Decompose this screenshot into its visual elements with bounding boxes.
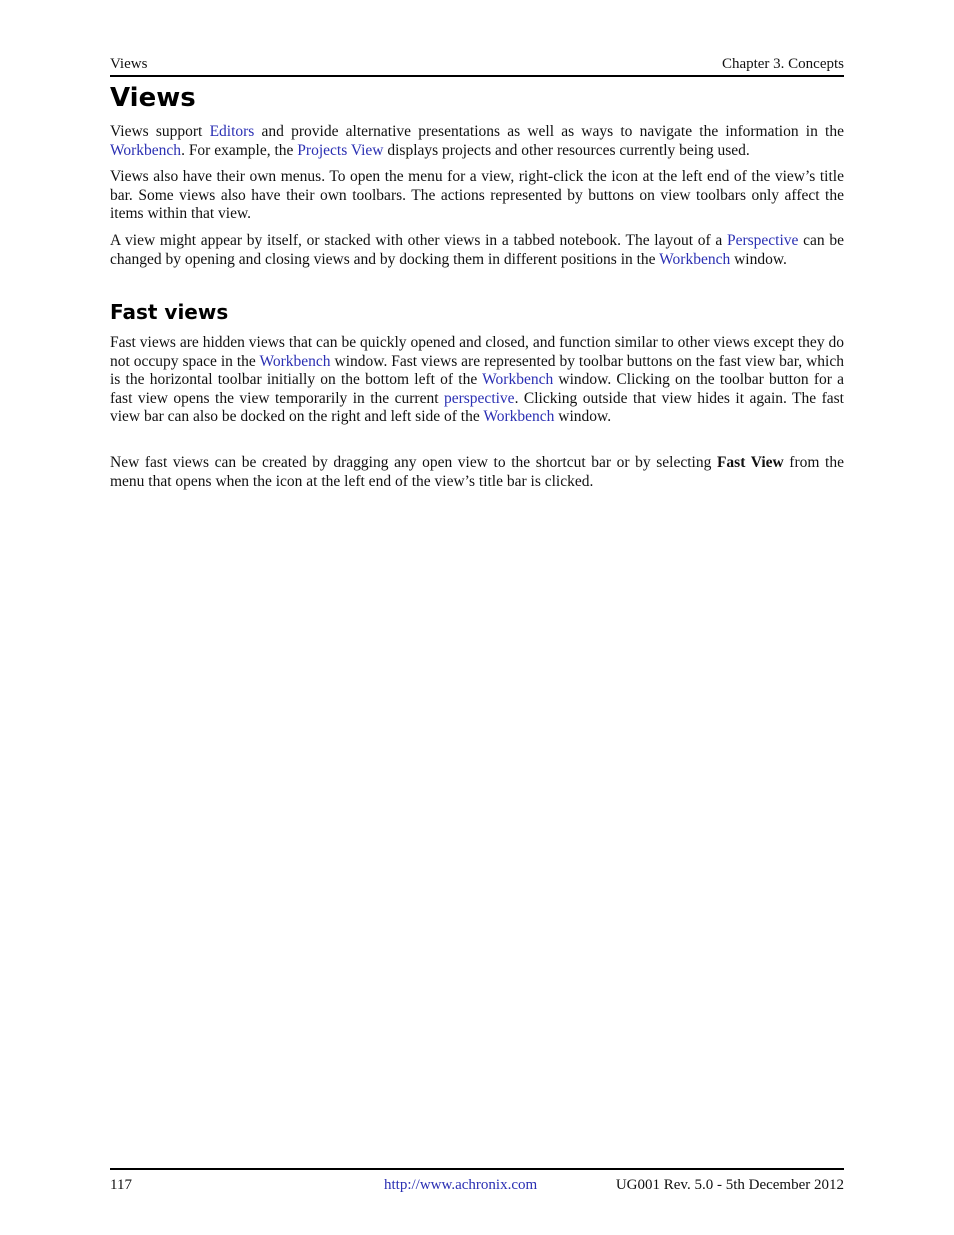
link-projects-view[interactable]: Projects View: [297, 141, 384, 159]
paragraph-fast-views: Fast views are hidden views that can be quickly opened and closed, and function similar to other views except they do not occupy space in the Workbench window. Fast views are represented by toolbar buttons on the fast view bar, which is the horizontal toolbar initially on the bottom left of the Workbench window. Clicking on the toolbar button for a fast view opens the view temporarily in the current perspective. Clicking outside that view hides it again. The fast view bar can also be docked on the right and left side of the Workbench window.: [110, 334, 844, 426]
page-number: 117: [110, 1177, 132, 1193]
header-section: Views: [110, 56, 148, 72]
link-workbench[interactable]: Workbench: [659, 250, 731, 268]
section-title-fast-views: Fast views: [110, 300, 229, 324]
link-workbench[interactable]: Workbench: [259, 352, 331, 370]
paragraph-intro: Views support Editors and provide alternative presentations as well as ways to navigate the information in the Workbench. For example, the Projects View displays projects and other resources currently being used.: [110, 123, 844, 159]
link-perspective[interactable]: perspective: [443, 389, 515, 407]
paragraph-new-fast-views: New fast views can be created by dragging any open view to the shortcut bar or by selecting Fast View from the menu that opens when the icon at the left end of the view’s title bar is clicked.: [110, 454, 844, 490]
link-workbench[interactable]: Workbench: [110, 141, 182, 159]
link-workbench[interactable]: Workbench: [483, 408, 555, 426]
link-perspective[interactable]: Perspective: [726, 232, 799, 249]
fast-view-term: Fast View: [716, 454, 784, 471]
page-title: Views: [110, 83, 196, 113]
link-editors[interactable]: Editors: [209, 123, 255, 140]
footer-url-link[interactable]: http://www.achronix.com: [384, 1177, 538, 1193]
running-header: [110, 54, 844, 77]
header-chapter: Chapter 3. Concepts: [721, 56, 844, 72]
link-workbench[interactable]: Workbench: [482, 371, 554, 389]
paragraph-layout: A view might appear by itself, or stacked with other views in a tabbed notebook. The layout of a Perspective can be changed by opening and closing views and by docking them in different positions in the Workbench window.: [110, 232, 844, 268]
paragraph-menus: Views also have their own menus. To open the menu for a view, right-click the icon at the left end of the view’s title bar. Some views also have their own toolbars. The actions represented by buttons on view toolbars only affect the items within that view.: [110, 168, 844, 223]
running-footer: [110, 1168, 844, 1193]
footer-doc-id: UG001 Rev. 5.0 - 5th December 2012: [615, 1177, 844, 1193]
